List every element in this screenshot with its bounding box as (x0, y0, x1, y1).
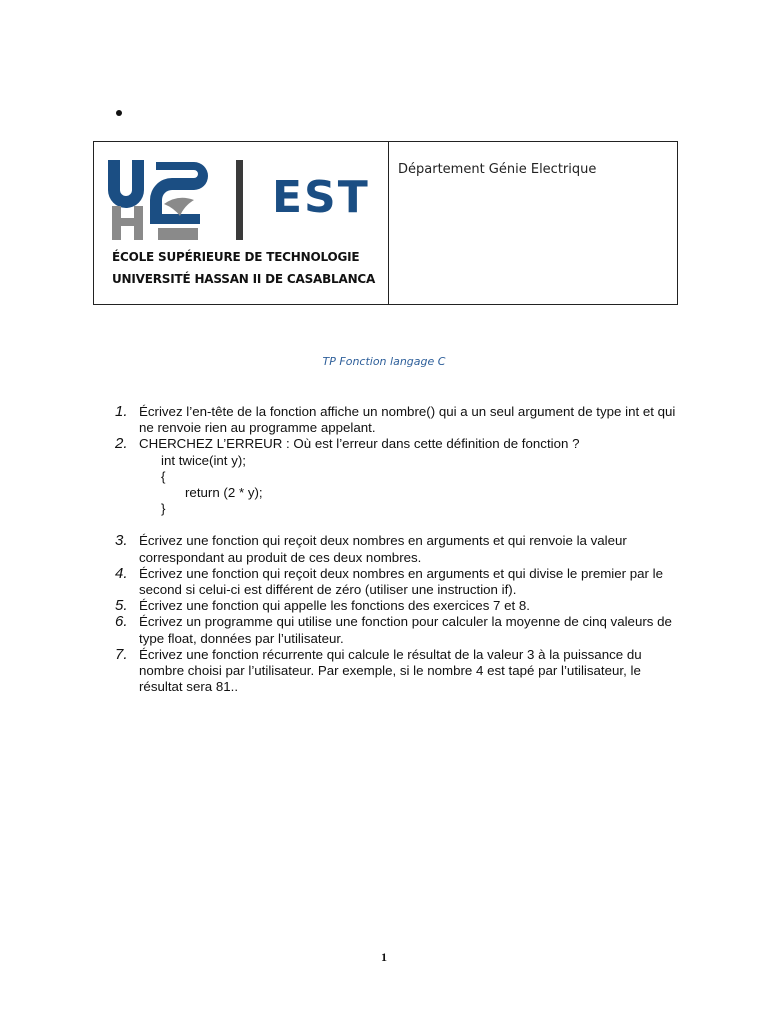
exercise-number: 4. (115, 564, 128, 582)
exercise-text: CHERCHEZ L’ERREUR : Où est l’erreur dans cette définition de fonction ? (139, 436, 580, 452)
document-title: TP Fonction langage C (322, 355, 446, 368)
code-line: return (2 * y); (185, 485, 263, 501)
code-line: int twice(int y); (161, 452, 246, 468)
uh2c-logo-icon (104, 156, 264, 242)
bullet-dot (116, 110, 122, 116)
exercise-text: Écrivez l’en-tête de la fonction affiche un nombre() qui a un seul argument de type int et qui ne renvoie rien au programme appelant. (139, 404, 676, 436)
exercise-text: Écrivez une fonction récurrente qui calcule le résultat de la valeur 3 à la puissance du nombre choisi par l’utilisateur. Par exemple, si le nombre 4 est tapé par l’utilisateur, le résultat sera 81.. (139, 646, 642, 695)
exercise-item (115, 533, 685, 565)
logo-cell (94, 142, 389, 304)
exercise-item (115, 566, 685, 598)
exercise-item (115, 404, 685, 436)
code-block (115, 453, 685, 518)
exercise-item (115, 647, 685, 696)
header-table (93, 141, 678, 305)
exercise-item (115, 598, 685, 614)
exercise-item (115, 436, 685, 452)
est-brand: EST (272, 172, 370, 223)
exercise-item (115, 614, 685, 646)
exercise-number: 2. (115, 435, 128, 453)
code-line: { (161, 468, 166, 484)
exercise-number: 7. (115, 645, 128, 663)
exercise-text: Écrivez un programme qui utilise une fonction pour calculer la moyenne de cinq valeurs de type float, données par l’utilisateur. (139, 614, 672, 646)
exercise-number: 6. (115, 613, 128, 631)
exercise-text: Écrivez une fonction qui reçoit deux nombres en arguments et qui renvoie la valeur correspondant au produit de ces deux nombres. (139, 533, 627, 565)
school-name-line1: ÉCOLE SUPÉRIEURE DE TECHNOLOGIE (112, 250, 360, 264)
exercise-text: Écrivez une fonction qui appelle les fonctions des exercices 7 et 8. (139, 598, 531, 614)
exercise-number: 1. (115, 403, 128, 420)
exercise-number: 3. (115, 532, 128, 550)
school-name-line2: UNIVERSITÉ HASSAN II DE CASABLANCA (112, 272, 376, 286)
code-line: } (161, 501, 166, 517)
department-cell (389, 142, 677, 304)
spacer (115, 517, 685, 533)
exercise-text: Écrivez une fonction qui reçoit deux nombres en arguments et qui divise le premier par le second si celui-ci est différent de zéro (utiliser une instruction if). (139, 565, 664, 598)
page-number: 1 (381, 950, 387, 964)
department-name: Département Génie Electrique (398, 162, 597, 177)
exercise-list (115, 404, 685, 695)
exercise-number: 5. (115, 597, 128, 615)
